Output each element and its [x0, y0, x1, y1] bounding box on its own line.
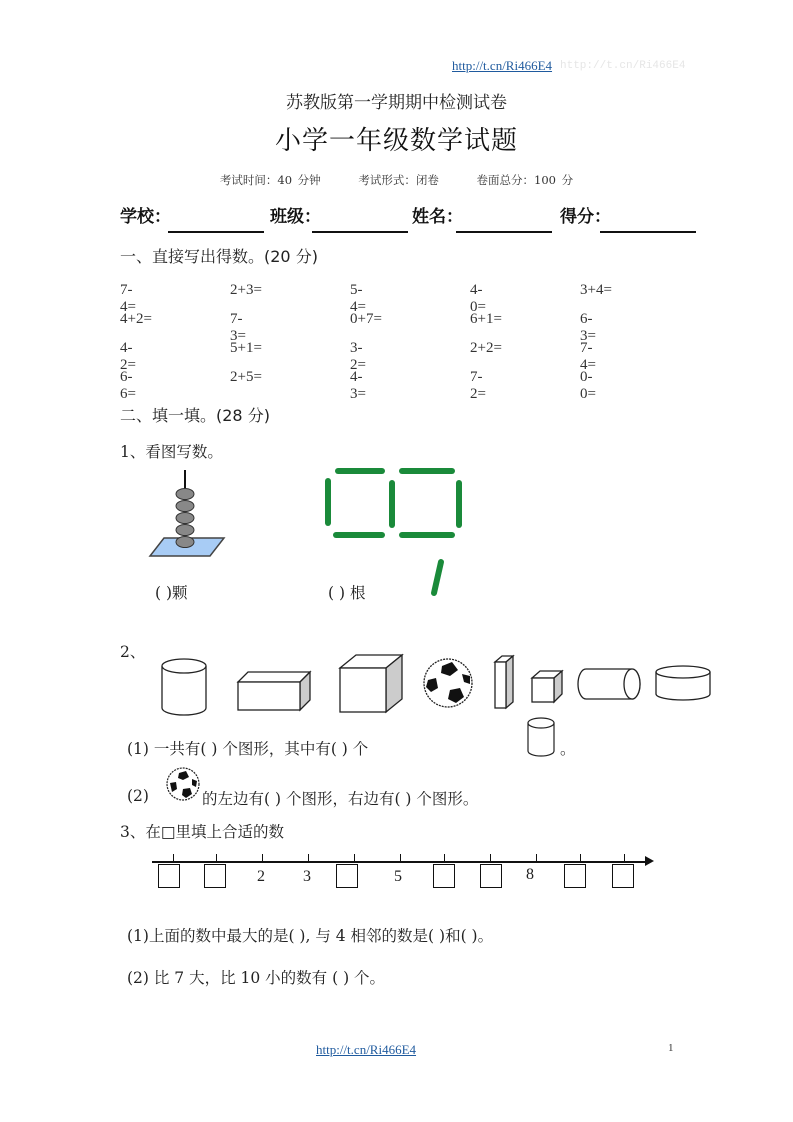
- equation: 4+2=: [120, 311, 152, 327]
- number-label: 3: [303, 868, 311, 885]
- short-cylinder-icon: [656, 666, 710, 700]
- exam-meta: [0, 172, 793, 188]
- tick: [536, 854, 537, 862]
- q1-label: 1、看图写数。: [120, 443, 223, 461]
- equation: 4-2=: [120, 340, 136, 373]
- equation: 4-0=: [470, 282, 486, 315]
- number-label: 8: [526, 866, 534, 883]
- number-label: 2: [257, 868, 265, 885]
- small-cylinder-icon: [526, 716, 556, 758]
- name-field[interactable]: [456, 231, 552, 233]
- q3-label: 3、在□里填上合适的数: [120, 823, 285, 841]
- q2-label: 2、: [120, 643, 146, 661]
- section1-heading: 一、直接写出得数。(20 分): [120, 247, 318, 266]
- school-field[interactable]: [168, 231, 264, 233]
- equation: 7-2=: [470, 369, 486, 402]
- abacus-icon: [140, 470, 230, 562]
- number-box[interactable]: [336, 864, 358, 888]
- school-label: 学校：: [120, 207, 171, 227]
- equation: 2+2=: [470, 340, 502, 356]
- exam-format: 考试形式：闭卷: [358, 173, 439, 187]
- equation: 7-4=: [580, 340, 596, 373]
- equation: 7-4=: [120, 282, 136, 315]
- tick: [173, 854, 174, 862]
- shapes-row: [150, 652, 720, 722]
- q3-sub2: (2) 比 7 大，比 10 小的数有 ( ) 个。: [127, 969, 386, 987]
- sticks-answer[interactable]: ( ) 根: [328, 584, 366, 602]
- tall-cuboid-icon: [495, 656, 513, 708]
- equation: 2+3=: [230, 282, 262, 298]
- equation: 5-4=: [350, 282, 366, 315]
- header-link[interactable]: http://t.cn/Ri466E4: [452, 58, 553, 73]
- number-box[interactable]: [480, 864, 502, 888]
- cube-icon: [340, 655, 402, 712]
- class-label: 班级：: [270, 207, 321, 227]
- small-cube-icon: [532, 671, 562, 702]
- q2-sub2-text: 的左边有( ) 个图形，右边有( ) 个图形。: [202, 790, 479, 808]
- cuboid-icon: [238, 672, 310, 710]
- equation: 6+1=: [470, 311, 502, 327]
- exam-title: 小学一年级数学试题: [274, 126, 518, 156]
- equation: 5+1=: [230, 340, 262, 356]
- equation: 4-3=: [350, 369, 366, 402]
- name-label: 姓名：: [412, 207, 463, 227]
- equation: 3-2=: [350, 340, 366, 373]
- class-field[interactable]: [312, 231, 408, 233]
- number-box[interactable]: [612, 864, 634, 888]
- equation: 7-3=: [230, 311, 246, 344]
- footer-link[interactable]: http://t.cn/Ri466E4: [316, 1042, 417, 1057]
- tick: [354, 854, 355, 862]
- number-box[interactable]: [204, 864, 226, 888]
- tick: [400, 854, 401, 862]
- exam-total: 卷面总分：100 分: [476, 173, 574, 187]
- equation: 2+5=: [230, 369, 262, 385]
- q2-sub2-prefix: (2): [127, 787, 149, 805]
- equation: 0+7=: [350, 311, 382, 327]
- small-soccer-ball-icon: [165, 765, 201, 803]
- arrow-icon: [645, 856, 654, 866]
- soccer-ball-icon: [424, 659, 472, 707]
- matchsticks-icon: [320, 465, 470, 600]
- q2-sub1-end: 。: [560, 740, 576, 758]
- score-label: 得分：: [560, 207, 611, 227]
- equation: 6-6=: [120, 369, 136, 402]
- q2-sub1-text: (1) 一共有( ) 个图形，其中有( ) 个: [127, 740, 369, 758]
- tick: [490, 854, 491, 862]
- number-box[interactable]: [433, 864, 455, 888]
- equation: 0-0=: [580, 369, 596, 402]
- abacus-answer[interactable]: ( )颗: [155, 584, 188, 602]
- score-field[interactable]: [600, 231, 696, 233]
- q3-sub1: (1)上面的数中最大的是( ), 与 4 相邻的数是( )和( )。: [127, 927, 494, 945]
- equation: 3+4=: [580, 282, 612, 298]
- page-number: 1: [668, 1042, 674, 1054]
- equation: 6-3=: [580, 311, 596, 344]
- header-ghost-link: http://t.cn/Ri466E4: [560, 60, 686, 72]
- exam-subtitle: 苏教版第一学期期中检测试卷: [286, 93, 507, 113]
- number-line: [150, 852, 660, 902]
- tick: [624, 854, 625, 862]
- number-box[interactable]: [158, 864, 180, 888]
- cylinder-icon: [162, 659, 206, 715]
- number-label: 5: [394, 868, 402, 885]
- exam-time: 考试时间：40 分钟: [219, 173, 321, 187]
- tick: [580, 854, 581, 862]
- section2-heading: 二、填一填。(28 分): [120, 406, 270, 425]
- tick: [308, 854, 309, 862]
- tick: [216, 854, 217, 862]
- tick: [262, 854, 263, 862]
- lying-cylinder-icon: [578, 669, 640, 699]
- number-box[interactable]: [564, 864, 586, 888]
- tick: [444, 854, 445, 862]
